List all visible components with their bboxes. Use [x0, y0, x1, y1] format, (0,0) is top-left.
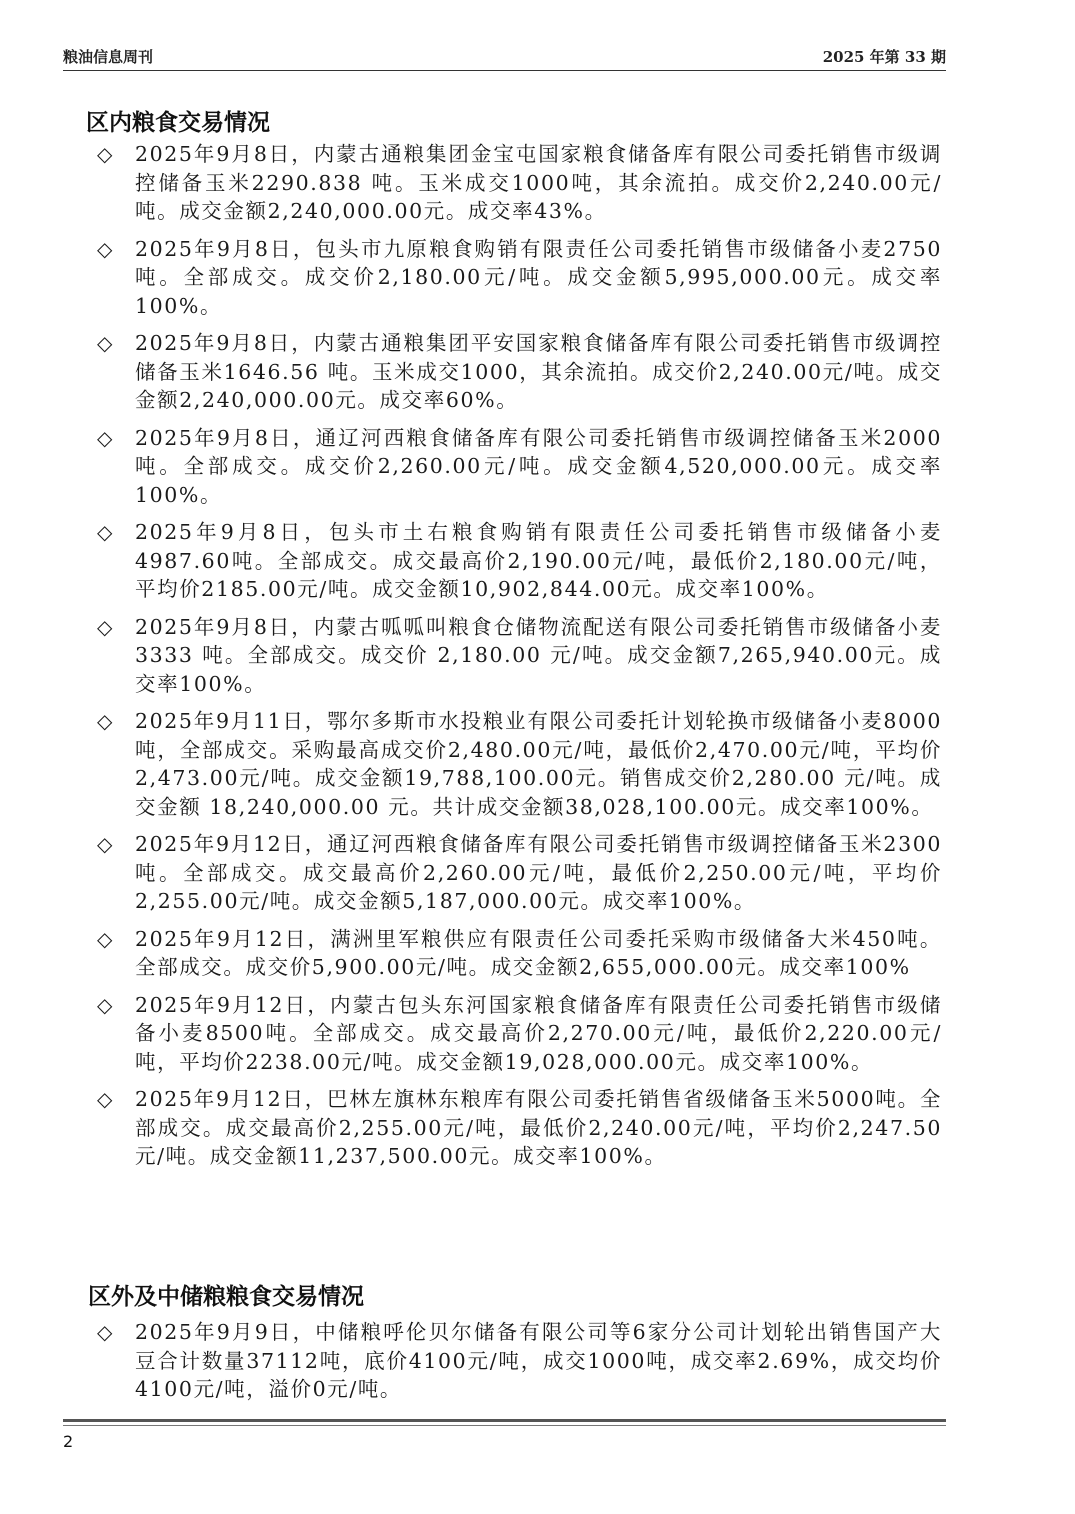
list-item-text: 2025年9月12日，通辽河西粮食储备库有限公司委托销售市级调控储备玉米2300吨。全部成交。成交最高价2,260.00元/吨，最低价2,250.00元/吨，平均价2,255.00元/吨。成交金额5,187,000.00元。成交率100%。 — [135, 832, 942, 913]
list-item-text: 2025年9月11日，鄂尔多斯市水投粮业有限公司委托计划轮换市级储备小麦8000吨，全部成交。采购最高成交价2,480.00元/吨，最低价2,470.00元/吨，平均价2,473.00元/吨。成交金额19,788,100.00元。销售成交价2,280.00 元/吨。成交金额 18,240,000.00 元。共计成交金额38,028,100.00元。成交率100%。 — [135, 709, 942, 819]
list-item — [97, 424, 942, 510]
page-header — [63, 44, 946, 68]
list-item-text: 2025年9月12日，内蒙古包头东河国家粮食储备库有限责任公司委托销售市级储备小麦8500吨。全部成交。成交最高价2,270.00元/吨，最低价2,220.00元/吨，平均价2238.00元/吨。成交金额19,028,000.00元。成交率100%。 — [135, 992, 942, 1074]
section-title-regional: 区内粮食交易情况 — [86, 110, 270, 136]
list-item-text: 2025年9月8日，包头市九原粮食购销有限责任公司委托销售市级储备小麦2750 吨。全部成交。成交价2,180.00元/吨。成交金额5,995,000.00元。成交率100%。 — [135, 236, 942, 318]
list-item — [97, 140, 942, 226]
list-item-text: 2025年9月8日，包头市土右粮食购销有限责任公司委托销售市级储备小麦4987.60吨。全部成交。成交最高价2,190.00元/吨，最低价2,180.00元/吨，平均价2185.00元/吨。成交金额10,902,844.00元。成交率100%。 — [135, 520, 942, 601]
list-item — [97, 925, 942, 982]
issue-number: 2025 年第 33 期 — [822, 48, 946, 66]
regional-trade-list — [97, 140, 942, 1180]
external-trade-list — [97, 1318, 942, 1413]
diamond-bullet-icon: ◇ — [97, 1320, 113, 1344]
diamond-bullet-icon: ◇ — [97, 992, 113, 1017]
list-item — [97, 235, 942, 321]
list-item-text: 2025年9月8日，内蒙古呱呱叫粮食仓储物流配送有限公司委托销售市级储备小麦 3333 吨。全部成交。成交价 2,180.00 元/吨。成交金额7,265,940.00元。成交率100%。 — [135, 614, 942, 696]
page-number: 2 — [63, 1432, 74, 1451]
header-divider — [63, 70, 946, 71]
diamond-bullet-icon: ◇ — [97, 926, 113, 951]
publication-name: 粮油信息周刊 — [63, 48, 154, 66]
diamond-bullet-icon: ◇ — [97, 425, 113, 450]
list-item — [97, 991, 942, 1077]
list-item — [97, 1318, 942, 1404]
diamond-bullet-icon: ◇ — [97, 709, 113, 733]
list-item-text: 2025年9月8日，通辽河西粮食储备库有限公司委托销售市级调控储备玉米2000 吨。全部成交。成交价2,260.00元/吨。成交金额4,520,000.00元。成交率100%。 — [135, 425, 942, 507]
diamond-bullet-icon: ◇ — [97, 331, 113, 355]
list-item — [97, 1085, 942, 1171]
list-item-text: 2025年9月8日，内蒙古通粮集团平安国家粮食储备库有限公司委托销售市级调控储备玉米1646.56 吨。玉米成交1000，其余流拍。成交价2,240.00元/吨。成交金额2,240,000.00元。成交率60%。 — [135, 331, 942, 412]
list-item-text: 2025年9月9日，中储粮呼伦贝尔储备有限公司等6家分公司计划轮出销售国产大豆合计数量37112吨，底价4100元/吨，成交1000吨，成交率2.69%，成交均价4100元/吨，溢价0元/吨。 — [135, 1320, 942, 1401]
section-title-external: 区外及中储粮粮食交易情况 — [88, 1284, 364, 1310]
diamond-bullet-icon: ◇ — [97, 236, 113, 261]
list-item — [97, 518, 942, 604]
diamond-bullet-icon: ◇ — [97, 1087, 113, 1111]
list-item — [97, 830, 942, 916]
footer-divider-thin — [63, 1425, 946, 1426]
footer-divider — [63, 1419, 946, 1422]
diamond-bullet-icon: ◇ — [97, 142, 113, 166]
list-item-text: 2025年9月12日，巴林左旗林东粮库有限公司委托销售省级储备玉米5000吨。全部成交。成交最高价2,255.00元/吨，最低价2,240.00元/吨，平均价2,247.50元/吨。成交金额11,237,500.00元。成交率100%。 — [135, 1087, 942, 1168]
diamond-bullet-icon: ◇ — [97, 832, 113, 856]
list-item-text: 2025年9月8日，内蒙古通粮集团金宝屯国家粮食储备库有限公司委托销售市级调控储备玉米2290.838 吨。玉米成交1000吨，其余流拍。成交价2,240.00元/吨。成交金额2,240,000.00元。成交率43%。 — [135, 142, 942, 223]
list-item-text: 2025年9月12日，满洲里军粮供应有限责任公司委托采购市级储备大米450吨。全部成交。成交价5,900.00元/吨。成交金额2,655,000.00元。成交率100% — [135, 926, 942, 979]
list-item — [97, 329, 942, 415]
list-item — [97, 707, 942, 821]
diamond-bullet-icon: ◇ — [97, 520, 113, 544]
list-item — [97, 613, 942, 699]
diamond-bullet-icon: ◇ — [97, 614, 113, 639]
